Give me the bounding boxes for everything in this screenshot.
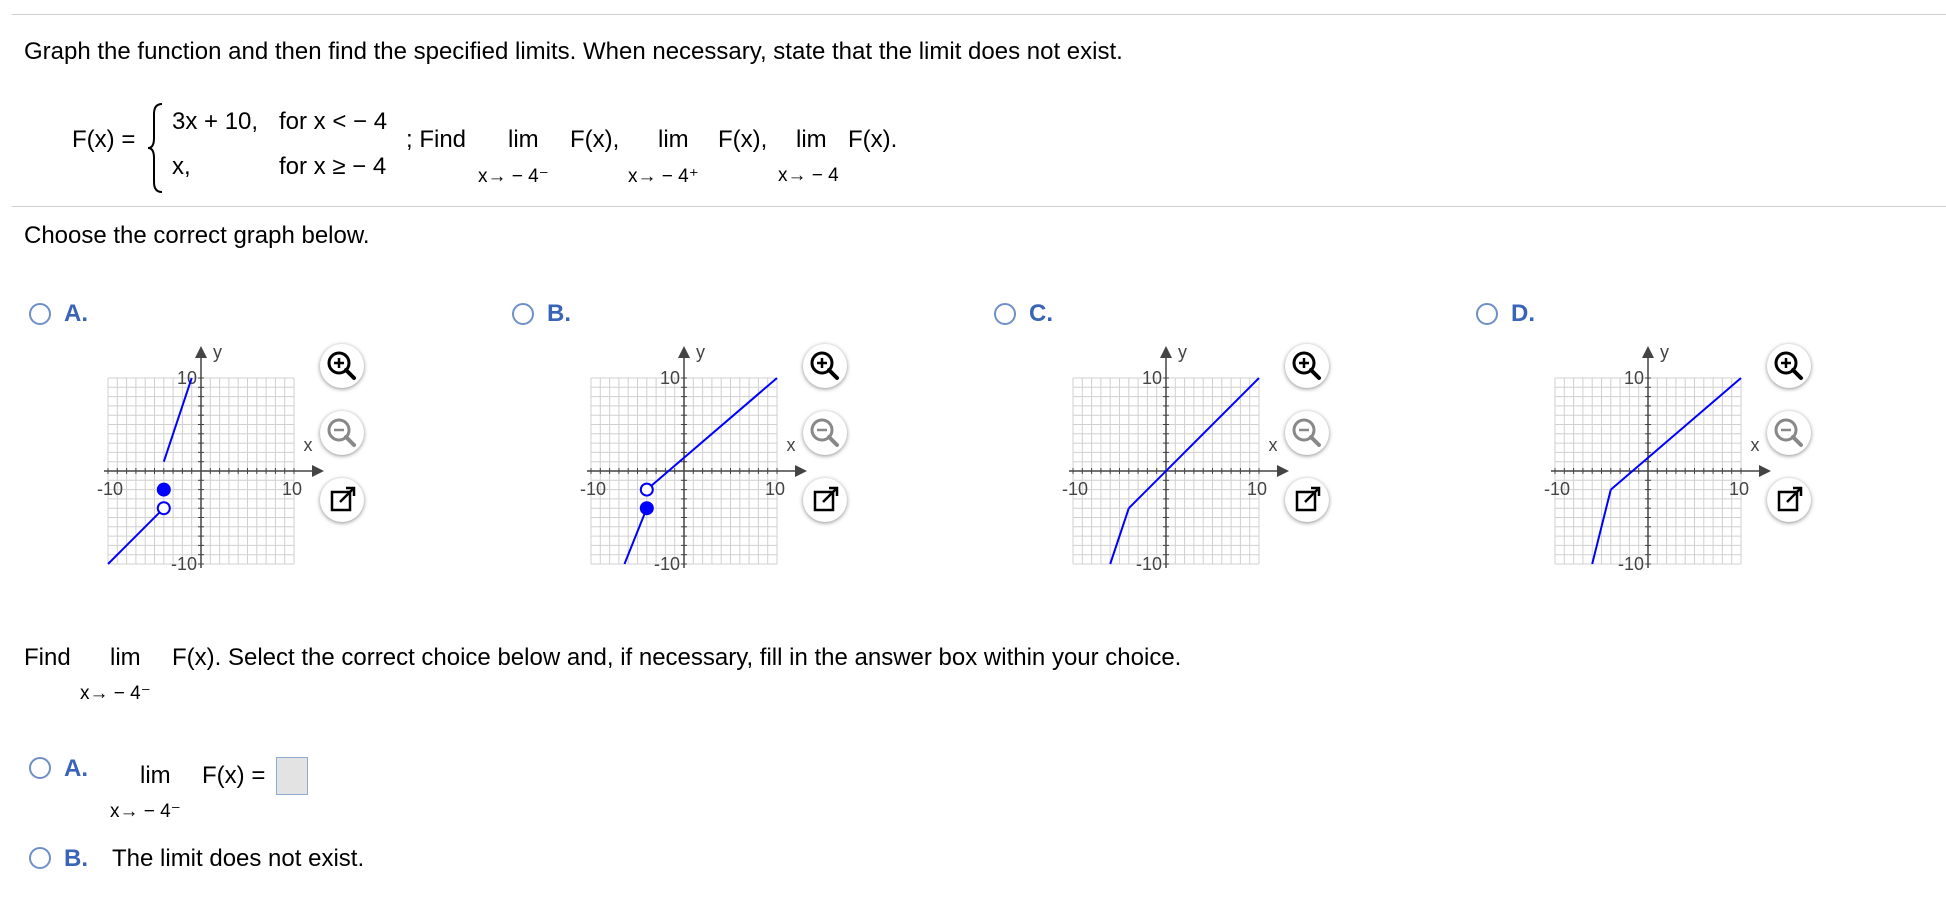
- limit1-sub: x→ − 4⁻: [478, 166, 549, 187]
- x-axis-arrow-icon: [312, 465, 324, 477]
- zoom-in-icon: [803, 344, 847, 388]
- tick-label-right: 10: [764, 479, 786, 499]
- limit2-lim: lim: [658, 126, 689, 153]
- limit2-sub: x→ − 4⁺: [628, 166, 699, 187]
- graph-option-3-zoom-in-button[interactable]: [1767, 344, 1811, 388]
- graph-option-3-popout-button[interactable]: [1767, 478, 1811, 522]
- tick-label-top: 10: [1623, 368, 1644, 388]
- answer-a-radio[interactable]: [29, 757, 51, 779]
- graph-option-1-popout-button[interactable]: [803, 478, 847, 522]
- graph-option-2-popout-button[interactable]: [1285, 478, 1329, 522]
- series-piece2: [164, 378, 192, 462]
- graph-option-0-zoom-in-button[interactable]: [320, 344, 364, 388]
- graph-option-0-chart: [64, 338, 324, 588]
- zoom-out-icon: [803, 411, 847, 455]
- graph-option-2-radio[interactable]: [994, 303, 1016, 325]
- graph-option-0-letter: A.: [64, 300, 88, 327]
- answer-a-lim: lim: [140, 762, 171, 789]
- tick-label-left: -10: [1543, 479, 1571, 499]
- limit1-expr: F(x),: [570, 126, 620, 153]
- question2-lim: lim: [110, 644, 141, 671]
- answer-a-letter: A.: [64, 755, 88, 782]
- x-axis-label: x: [1268, 435, 1278, 455]
- tick-label-right: 10: [1728, 479, 1750, 499]
- answer-a-sub: x→ − 4⁻: [110, 801, 181, 822]
- graph-option-1-zoom-in-button[interactable]: [803, 344, 847, 388]
- limit3-expr: F(x).: [848, 126, 898, 153]
- y-axis-label: y: [213, 342, 222, 362]
- piece2-cond: for x ≥ − 4: [279, 153, 387, 180]
- popout-icon: [1767, 478, 1811, 522]
- answer-a-input[interactable]: [276, 757, 308, 795]
- tick-label-bottom: -10: [1135, 554, 1162, 574]
- limit3-lim: lim: [796, 126, 827, 153]
- choose-graph-prompt: Choose the correct graph below.: [24, 222, 370, 249]
- popout-icon: [1285, 478, 1329, 522]
- y-axis-arrow-icon: [678, 346, 690, 358]
- x-axis-label: x: [1750, 435, 1760, 455]
- y-axis-arrow-icon: [1642, 346, 1654, 358]
- graph-option-0-zoom-out-button[interactable]: [320, 411, 364, 455]
- open-point: [158, 502, 170, 514]
- graph-option-1-zoom-out-button[interactable]: [803, 411, 847, 455]
- graph-option-2-chart: [1029, 338, 1289, 588]
- graph-option-2-zoom-out-button[interactable]: [1285, 411, 1329, 455]
- zoom-out-icon: [320, 411, 364, 455]
- piece1-expr: 3x + 10,: [172, 108, 259, 135]
- tick-label-left: -10: [579, 479, 607, 499]
- answer-b-radio[interactable]: [29, 847, 51, 869]
- x-axis-label: x: [303, 435, 313, 455]
- question2-text: F(x). Select the correct choice below and, if necessary, fill in the answer box within your choice.: [172, 644, 1182, 671]
- tick-label-bottom: -10: [653, 554, 680, 574]
- zoom-out-icon: [1767, 411, 1811, 455]
- graph-option-2-letter: C.: [1029, 300, 1053, 327]
- answer-a-expr: F(x) =: [202, 762, 266, 789]
- y-axis-arrow-icon: [1160, 346, 1172, 358]
- tick-label-left: -10: [96, 479, 124, 499]
- zoom-in-icon: [320, 344, 364, 388]
- question2-lim-sub: x→ − 4⁻: [80, 683, 151, 704]
- graph-option-2-zoom-in-button[interactable]: [1285, 344, 1329, 388]
- find-label: ; Find: [406, 126, 467, 153]
- zoom-in-icon: [1767, 344, 1811, 388]
- x-axis-arrow-icon: [1277, 465, 1289, 477]
- answer-b-letter: B.: [64, 845, 88, 872]
- answer-b-text: The limit does not exist.: [112, 845, 365, 872]
- closed-point: [158, 484, 170, 496]
- popout-icon: [320, 478, 364, 522]
- graph-option-3-letter: D.: [1511, 300, 1535, 327]
- limit1-lim: lim: [508, 126, 539, 153]
- tick-label-top: 10: [1141, 368, 1162, 388]
- graph-option-0-popout-button[interactable]: [320, 478, 364, 522]
- left-brace-icon: [146, 102, 164, 194]
- popout-icon: [803, 478, 847, 522]
- tick-label-right: 10: [281, 479, 303, 499]
- open-point: [641, 484, 653, 496]
- y-axis-arrow-icon: [195, 346, 207, 358]
- piece1-cond: for x < − 4: [279, 108, 388, 135]
- closed-point: [641, 502, 653, 514]
- function-name: F(x) =: [72, 126, 136, 153]
- tick-label-left: -10: [1061, 479, 1089, 499]
- graph-option-3-chart: [1511, 338, 1771, 588]
- y-axis-label: y: [696, 342, 705, 362]
- y-axis-label: y: [1660, 342, 1669, 362]
- section-divider: [12, 206, 1946, 207]
- limit3-sub: x→ − 4: [778, 165, 839, 186]
- tick-label-bottom: -10: [170, 554, 197, 574]
- piece2-expr: x,: [172, 153, 191, 180]
- question2-find: Find: [24, 644, 71, 671]
- graph-option-1-radio[interactable]: [512, 303, 534, 325]
- graph-option-1-chart: [547, 338, 807, 588]
- tick-label-right: 10: [1246, 479, 1268, 499]
- x-axis-arrow-icon: [1759, 465, 1771, 477]
- tick-label-top: 10: [176, 368, 197, 388]
- zoom-out-icon: [1285, 411, 1329, 455]
- instruction-text: Graph the function and then find the specified limits. When necessary, state that the limit does not exist.: [24, 38, 1123, 65]
- tick-label-top: 10: [659, 368, 680, 388]
- x-axis-label: x: [786, 435, 796, 455]
- graph-option-3-zoom-out-button[interactable]: [1767, 411, 1811, 455]
- limit2-expr: F(x),: [718, 126, 768, 153]
- graph-option-3-radio[interactable]: [1476, 303, 1498, 325]
- y-axis-label: y: [1178, 342, 1187, 362]
- zoom-in-icon: [1285, 344, 1329, 388]
- top-divider: [12, 14, 1946, 15]
- x-axis-arrow-icon: [795, 465, 807, 477]
- graph-option-0-radio[interactable]: [29, 303, 51, 325]
- graph-option-1-letter: B.: [547, 300, 571, 327]
- tick-label-bottom: -10: [1617, 554, 1644, 574]
